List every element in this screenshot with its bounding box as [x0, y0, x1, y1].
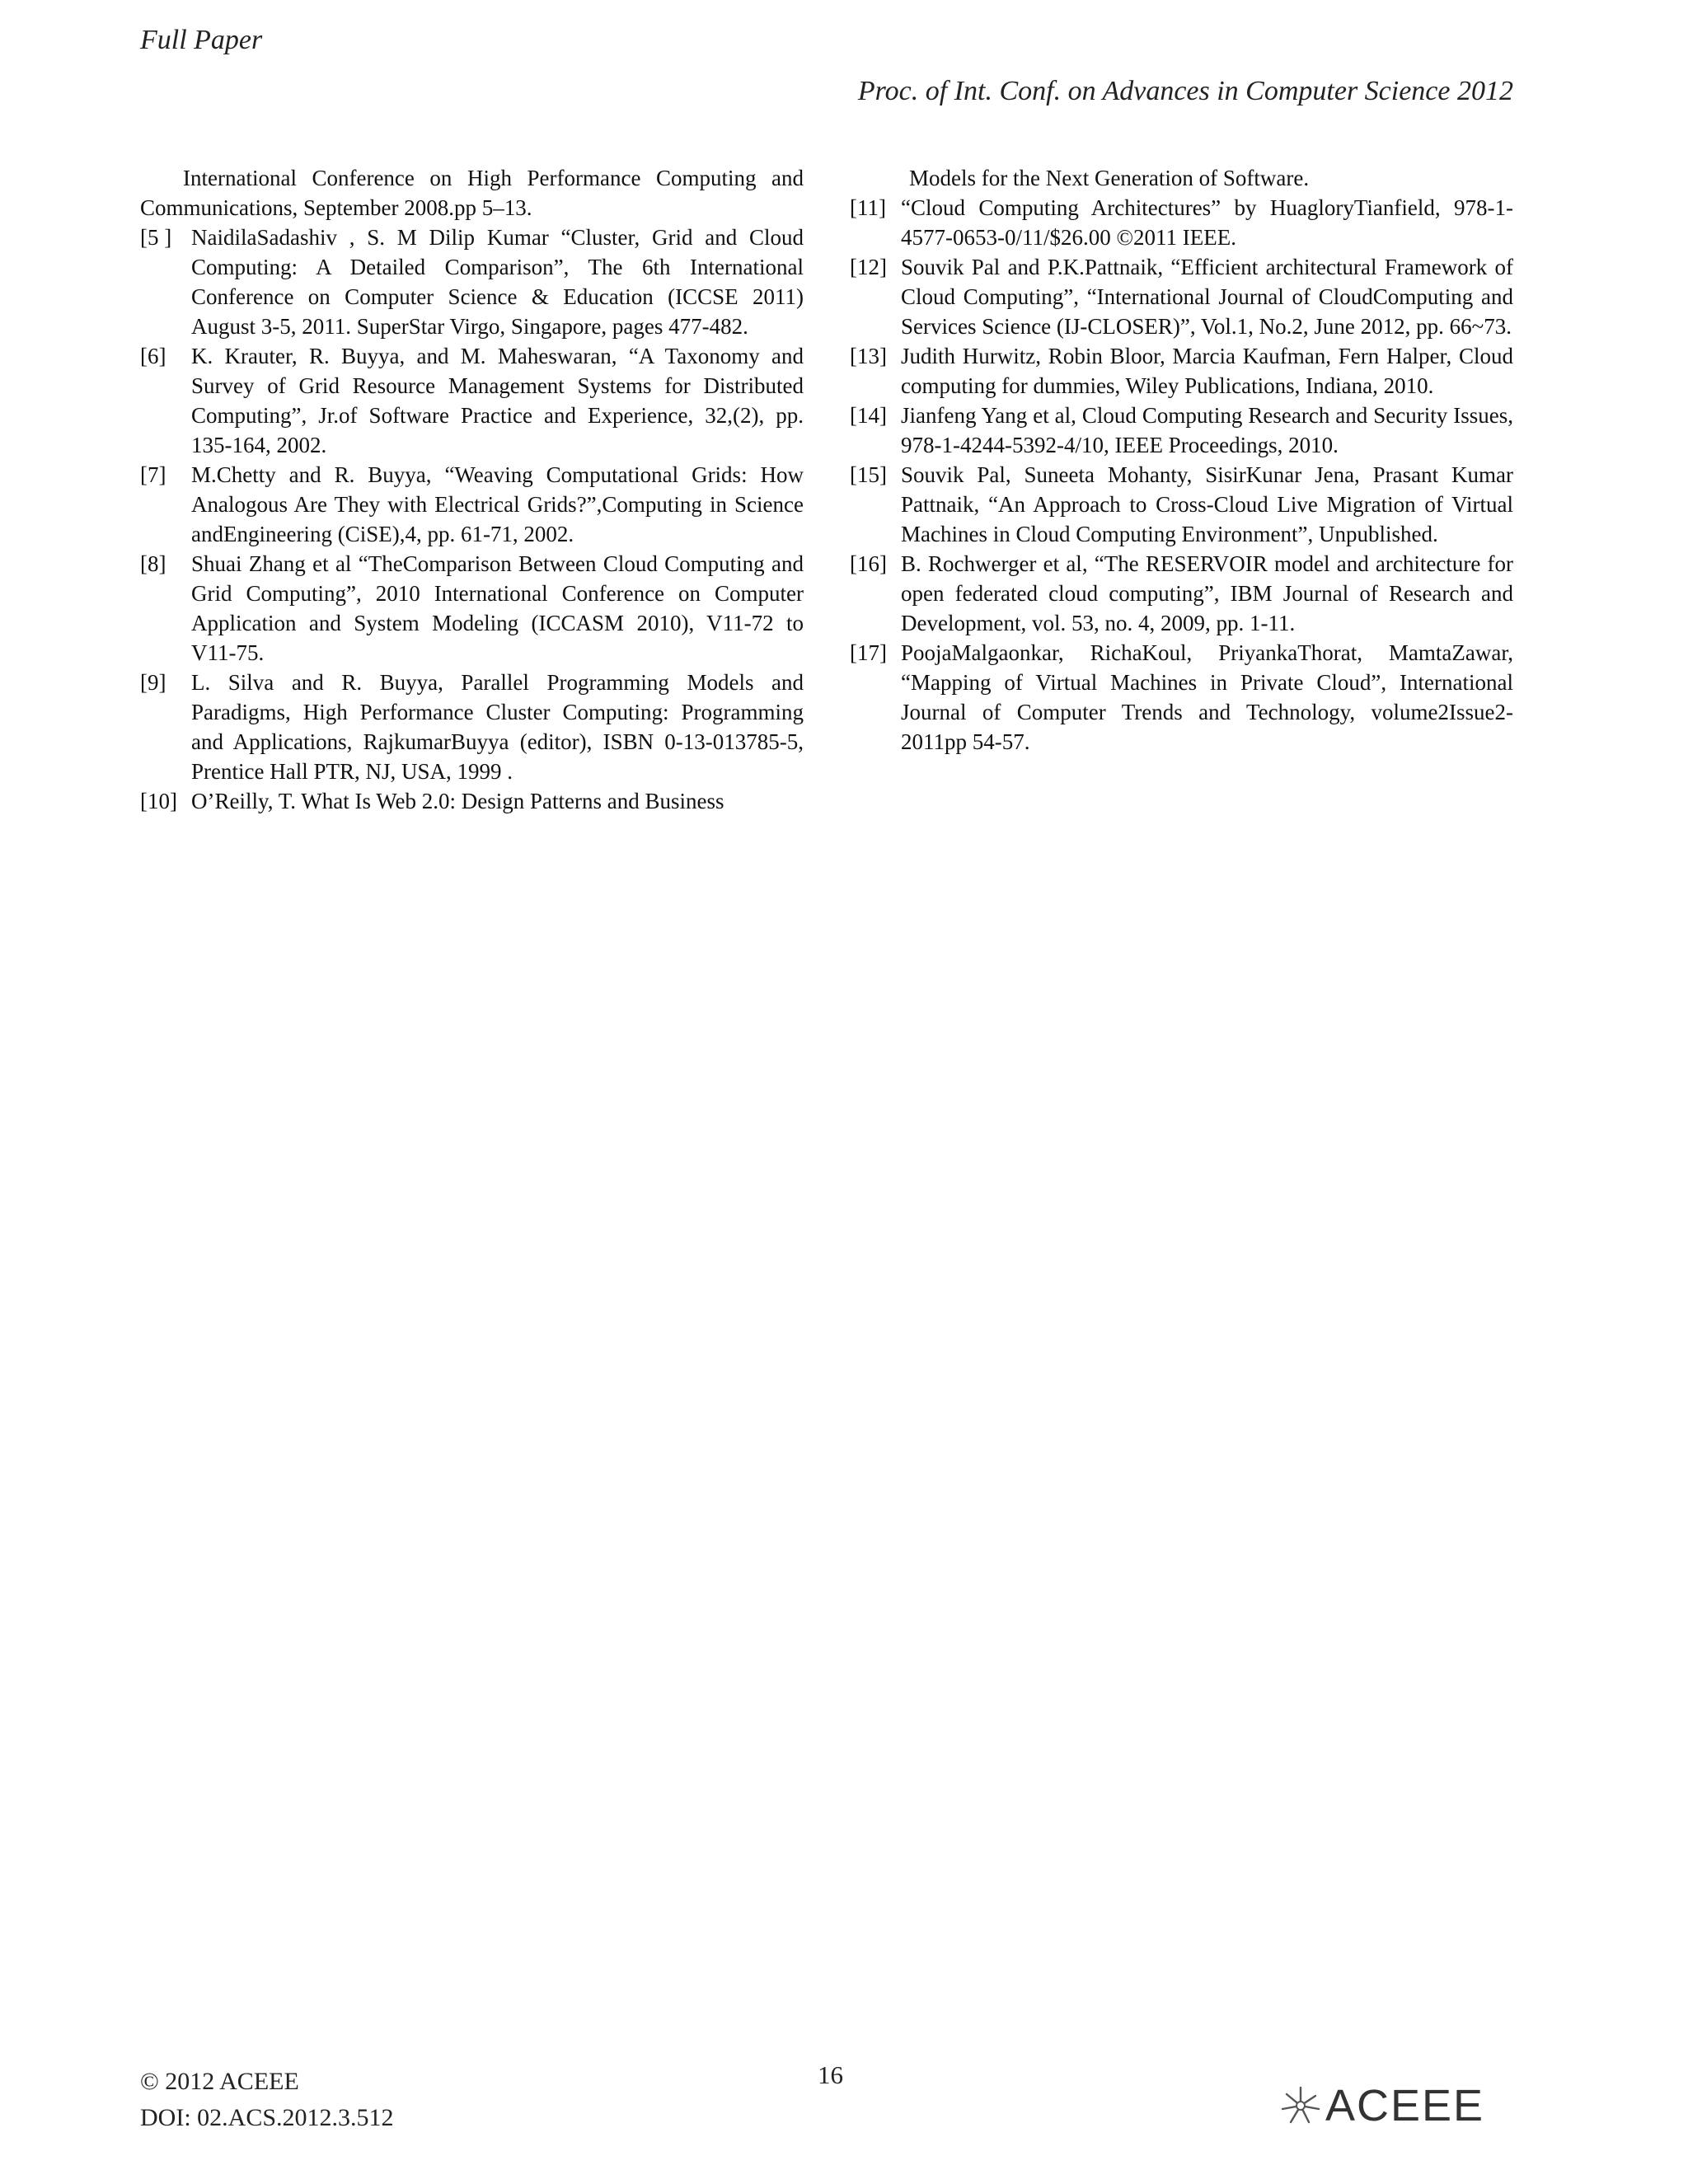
- reference-7: [140, 460, 804, 549]
- reference-text: Shuai Zhang et al “TheComparison Between Cloud Computing and Grid Computing”, 2010 International Conference on Computer Application and System Modeling (ICCASM 2010), V11-72 to V11-75.: [191, 551, 804, 665]
- reference-text: B. Rochwerger et al, “The RESERVOIR model and architecture for open federated cloud computing”, IBM Journal of Research and Development, vol. 53, no. 4, 2009, pp. 1-11.: [901, 551, 1513, 635]
- references-right-column: [850, 163, 1513, 757]
- reference-text: Souvik Pal, Suneeta Mohanty, SisirKunar Jena, Prasant Kumar Pattnaik, “An Approach to Cross-Cloud Live Migration of Virtual Machines in Cloud Computing Environment”, Unpublished.: [901, 462, 1513, 546]
- reference-number: [17]: [850, 640, 887, 665]
- reference-number: [7]: [140, 462, 166, 487]
- reference-14: [850, 401, 1513, 460]
- reference-number: [10]: [140, 789, 177, 813]
- reference-10: [140, 786, 804, 816]
- reference-15: [850, 460, 1513, 549]
- reference-number: [16]: [850, 551, 887, 576]
- reference-continuation: [850, 163, 1513, 193]
- reference-number: [9]: [140, 670, 166, 695]
- reference-number: [5 ]: [140, 225, 172, 250]
- running-header-right: Proc. of Int. Conf. on Advances in Computer Science 2012: [857, 76, 1513, 106]
- reference-number: [11]: [850, 195, 886, 220]
- references-left-column: [140, 163, 804, 816]
- reference-number: [6]: [140, 344, 166, 368]
- reference-16: [850, 549, 1513, 638]
- logo-wordmark: ACEEE: [1325, 2081, 1485, 2130]
- reference-text: M.Chetty and R. Buyya, “Weaving Computational Grids: How Analogous Are They with Electrical Grids?”,Computing in Science andEngineering (CiSE),4, pp. 61-71, 2002.: [191, 462, 804, 546]
- reference-text: Jianfeng Yang et al, Cloud Computing Research and Security Issues, 978-1-4244-5392-4/10, IEEE Proceedings, 2010.: [901, 403, 1513, 457]
- page-number: 16: [818, 2060, 843, 2089]
- reference-6: [140, 341, 804, 460]
- doi-text: DOI: 02.ACS.2012.3.512: [140, 2104, 394, 2131]
- reference-11: [850, 193, 1513, 252]
- reference-text: O’Reilly, T. What Is Web 2.0: Design Patterns and Business: [191, 789, 724, 813]
- reference-text: Models for the Next Generation of Software.: [909, 166, 1310, 190]
- reference-text: PoojaMalgaonkar, RichaKoul, PriyankaThorat, MamtaZawar, “Mapping of Virtual Machines in Private Cloud”, International Journal of Computer Trends and Technology, volume2Issue2-2011pp 54-57.: [901, 640, 1513, 754]
- copyright-notice: © 2012 ACEEE: [140, 2068, 299, 2095]
- reference-text: K. Krauter, R. Buyya, and M. Maheswaran, “A Taxonomy and Survey of Grid Resource Management Systems for Distributed Computing”, Jr.of Software Practice and Experience, 32,(2), pp. 135-164, 2002.: [191, 344, 804, 457]
- reference-number: [15]: [850, 462, 887, 487]
- reference-text: Souvik Pal and P.K.Pattnaik, “Efficient architectural Framework of Cloud Computing”, “International Journal of CloudComputing and Services Science (IJ-CLOSER)”, Vol.1, No.2, June 2012, pp. 66~73.: [901, 255, 1513, 339]
- star-burst-icon: [1279, 2084, 1322, 2127]
- reference-number: [14]: [850, 403, 887, 428]
- reference-text: L. Silva and R. Buyya, Parallel Programming Models and Paradigms, High Performance Cluster Computing: Programming and Applications, RajkumarBuyya (editor), ISBN 0-13-013785-5, Prentice Hall PTR, NJ, USA, 1999 .: [191, 670, 804, 784]
- reference-number: [12]: [850, 255, 887, 279]
- reference-text: International Conference on High Performance Computing and Communications, September 2008.pp 5–13.: [140, 166, 804, 220]
- reference-9: [140, 668, 804, 786]
- reference-text: “Cloud Computing Architectures” by HuagloryTianfield, 978-1-4577-0653-0/11/$26.00 ©2011 IEEE.: [901, 195, 1513, 250]
- running-header-left: Full Paper: [140, 25, 263, 55]
- reference-12: [850, 252, 1513, 341]
- reference-text: Judith Hurwitz, Robin Bloor, Marcia Kaufman, Fern Halper, Cloud computing for dummies, Wiley Publications, Indiana, 2010.: [901, 344, 1513, 398]
- reference-8: [140, 549, 804, 668]
- reference-number: [13]: [850, 344, 887, 368]
- reference-continuation: [140, 163, 804, 223]
- publisher-logo: [1279, 2080, 1484, 2131]
- reference-text: NaidilaSadashiv , S. M Dilip Kumar “Cluster, Grid and Cloud Computing: A Detailed Comparison”, The 6th International Conference on Computer Science & Education (ICCSE 2011) August 3-5, 2011. SuperStar Virgo, Singapore, pages 477-482.: [191, 225, 804, 339]
- reference-5: [140, 223, 804, 341]
- footer-left: [140, 2064, 394, 2136]
- reference-13: [850, 341, 1513, 401]
- reference-17: [850, 638, 1513, 757]
- reference-number: [8]: [140, 551, 166, 576]
